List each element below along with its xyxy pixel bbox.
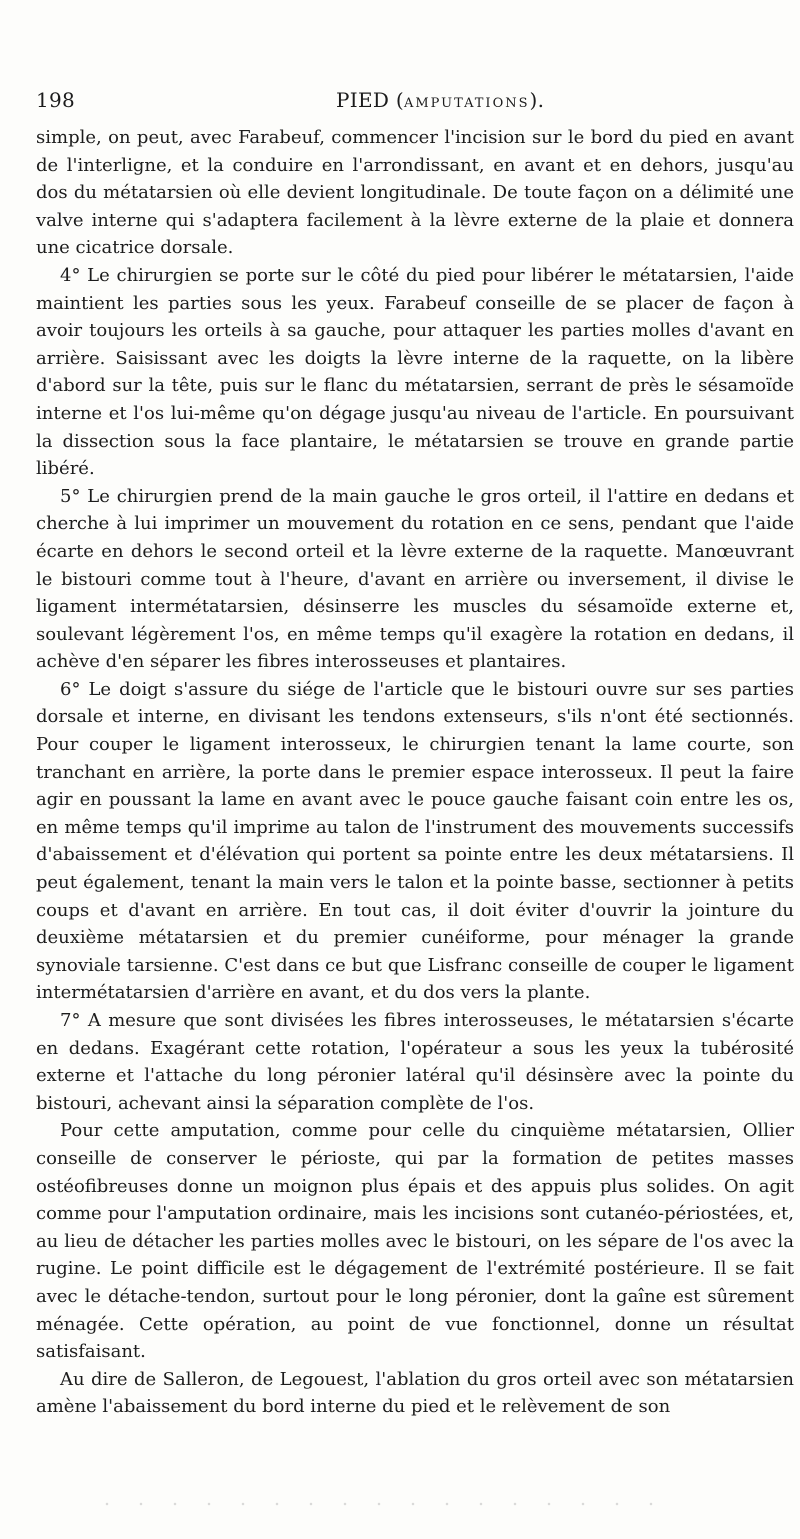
page-header xyxy=(36,88,784,118)
running-title xyxy=(336,88,544,112)
scan-noise-dots xyxy=(90,1500,670,1508)
paragraph-ollier: Pour cette amputation, comme pour celle du cinquième métatarsien, Ollier conseille de conserver le périoste, qui par la formation de petites masses ostéofibreuses donne un moignon plus épais et des appuis plus solides. On agit comme pour l'amputation ordinaire, mais les incisions sont cutanéo-périostées, et, au lieu de détacher les parties molles avec le bistouri, on les sépare de l'os avec la rugine. Le point difficile est le dégagement de l'extrémité postérieure. Il se fait avec le détache-tendon, surtout pour le long péronier, dont la gaîne est sûrement ménagée. Cette opération, au point de vue fonctionnel, donne un résultat satisfaisant. xyxy=(36,1120,794,1363)
paragraph-step-4: 4° Le chirurgien se porte sur le côté du pied pour libérer le métatarsien, l'aide maintient les parties sous les yeux. Farabeuf conseille de se placer de façon à avoir toujours les orteils à sa gauche, pour attaquer les parties molles d'avant en arrière. Saisissant avec les doigts la lèvre interne de la raquette, on la libère d'abord sur la tête, puis sur le flanc du métatarsien, serrant de près le sésamoïde interne et l'os lui-même qu'on dégage jusqu'au niveau de l'article. En poursuivant la dissection sous la face plantaire, le métatarsien se trouve en grande partie libéré. xyxy=(36,264,794,480)
paragraph-salleron: Au dire de Salleron, de Legouest, l'ablation du gros orteil avec son métatarsien amène l'abaissement du bord interne du pied et le relèvement de son xyxy=(36,1368,794,1418)
page-number: 198 xyxy=(36,88,76,112)
running-title-main: PIED ( xyxy=(336,88,404,112)
paragraph-continuation: simple, on peut, avec Farabeuf, commencer l'incision sur le bord du pied en avant de l'interligne, et la conduire en l'arrondissant, en avant et en dehors, jusqu'au dos du métatarsien où elle devient longitudinale. De toute façon on a délimité une valve interne qui s'adaptera facilement à la lèvre externe de la plaie et donnera une cicatrice dorsale. xyxy=(36,127,794,259)
paragraph-step-5: 5° Le chirurgien prend de la main gauche le gros orteil, il l'attire en dedans et cherche à lui imprimer un mouvement du rotation en ce sens, pendant que l'aide écarte en dehors le second orteil et la lèvre externe de la raquette. Manœuvrant le bistouri comme tout à l'heure, d'avant en arrière ou inversement, il divise le ligament intermétatarsien, désinserre les muscles du sésamoïde externe et, soulevant légèrement l'os, en même temps qu'il exagère la rotation en dedans, il achève d'en séparer les fibres interosseuses et plantaires. xyxy=(36,485,794,673)
running-title-subtitle: AMPUTATIONS xyxy=(403,96,530,111)
paragraph-step-6: 6° Le doigt s'assure du siége de l'article que le bistouri ouvre sur ses parties dorsale et interne, en divisant les tendons extenseurs, s'ils n'ont été sectionnés. Pour couper le ligament interosseux, le chirurgien tenant la lame courte, son tranchant en arrière, la porte dans le premier espace interosseux. Il peut la faire agir en poussant la lame en avant avec le pouce gauche faisant coin entre les os, en même temps qu'il imprime au talon de l'instrument des mouvements successifs d'abaissement et d'élévation qui portent sa pointe entre les deux métatarsiens. Il peut également, tenant la main vers le talon et la pointe basse, sectionner à petits coups et d'avant en arrière. En tout cas, il doit éviter d'ouvrir la jointure du deuxième métatarsien et du premier cunéiforme, pour ménager la grande synoviale tarsienne. C'est dans ce but que Lisfranc conseille de couper le ligament intermétatarsien d'arrière en avant, et du dos vers la plante. xyxy=(36,678,794,1004)
body-text xyxy=(36,124,794,1421)
paragraph-step-7: 7° A mesure que sont divisées les fibres interosseuses, le métatarsien s'écarte en dedans. Exagérant cette rotation, l'opérateur a sous les yeux la tubérosité externe et l'attache du long péronier latéral qu'il désinsère avec la pointe du bistouri, achevant ainsi la séparation complète de l'os. xyxy=(36,1010,794,1114)
running-title-end: ). xyxy=(529,88,545,112)
